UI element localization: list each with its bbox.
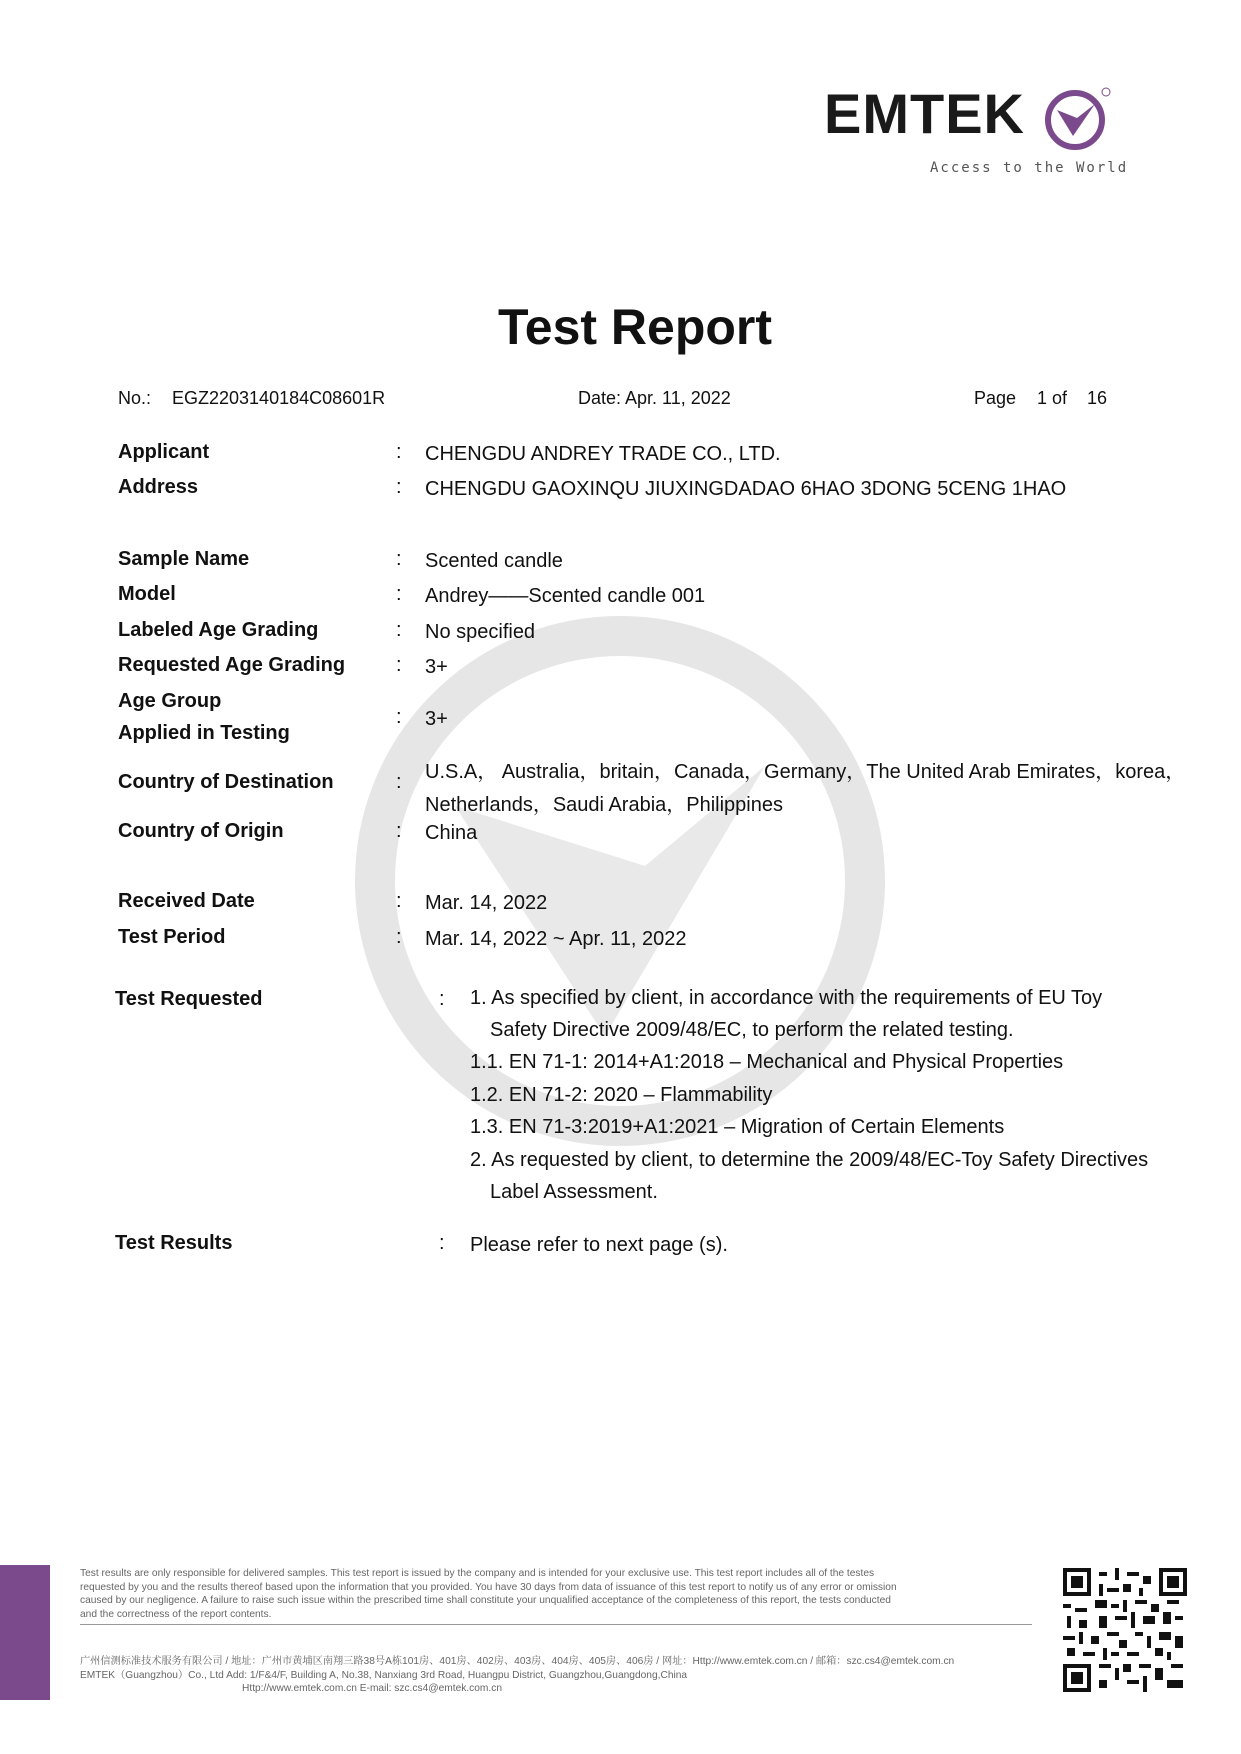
applicant-label: Applicant bbox=[118, 441, 210, 463]
report-number-label: No.: bbox=[118, 388, 152, 408]
colon: : bbox=[396, 619, 402, 641]
destination-value-line-1: U.S.A， Australia，britain，Canada，Germany，The United Arab Emirates，korea， bbox=[425, 761, 1186, 783]
labeled-age-label: Labeled Age Grading bbox=[118, 619, 319, 641]
test-requested-line-3: 1.1. EN 71-1: 2014+A1:2018 – Mechanical and Physical Properties bbox=[470, 1051, 1064, 1073]
sample-name-label: Sample Name bbox=[118, 548, 250, 570]
destination-value-line-2: Netherlands，Saudi Arabia，Philippines bbox=[425, 794, 783, 816]
report-number-value: EGZ2203140184C08601R bbox=[172, 388, 386, 408]
address-line: 广州信测标准技术服务有限公司 / 地址：广州市黄埔区南翔三路38号A栋101房、401房、402房、403房、404房、405房、406房 / 网址：Http://www.emtek.com.cn / 邮箱：szc.cs4@emtek.com.cn bbox=[80, 1656, 955, 1667]
requested-age-value: 3+ bbox=[425, 656, 448, 678]
test-requested-line-1: 1. As specified by client, in accordance with the requirements of EU Toy bbox=[470, 987, 1103, 1009]
destination-label: Country of Destination bbox=[118, 771, 334, 793]
test-requested-line-2: Safety Directive 2009/48/EC, to perform the related testing. bbox=[490, 1019, 1014, 1041]
test-results-value: Please refer to next page (s). bbox=[470, 1234, 728, 1256]
age-group-label: Age Group bbox=[118, 690, 222, 712]
address-line: Http://www.emtek.com.cn E-mail: szc.cs4@emtek.com.cn bbox=[242, 1683, 502, 1694]
address-value: CHENGDU GAOXINQU JIUXINGDADAO 6HAO 3DONG 5CENG 1HAO bbox=[425, 478, 1067, 500]
disclaimer-line: requested by you and the results thereof based upon the information that you provided. You have 30 days from data of issuance of this test report to notify us of any error or omission bbox=[80, 1581, 897, 1593]
age-group-label-line-2: Applied in Testing bbox=[118, 722, 290, 744]
model-value: Andrey——Scented candle 001 bbox=[425, 585, 706, 607]
test-results-label: Test Results bbox=[115, 1232, 233, 1254]
document-title: Test Report bbox=[497, 299, 773, 355]
colon: : bbox=[396, 548, 402, 570]
colon: : bbox=[396, 706, 402, 728]
emtek-logo-icon bbox=[1043, 86, 1113, 150]
page-number: 1 of bbox=[1037, 388, 1068, 408]
received-date-value: Mar. 14, 2022 bbox=[425, 892, 548, 914]
received-date-label: Received Date bbox=[118, 890, 255, 912]
logo-tagline: Access to the World bbox=[930, 160, 1129, 176]
test-period-label: Test Period bbox=[118, 926, 226, 948]
page-label: Page bbox=[974, 388, 1017, 408]
report-date: Date: Apr. 11, 2022 bbox=[578, 388, 731, 408]
test-period-value: Mar. 14, 2022 ~ Apr. 11, 2022 bbox=[425, 928, 687, 950]
colon: : bbox=[396, 890, 402, 912]
address-label: Address bbox=[118, 476, 199, 498]
applicant-value: CHENGDU ANDREY TRADE CO., LTD. bbox=[425, 443, 781, 465]
emtek-logo-text: EMTEK bbox=[824, 82, 1025, 145]
colon: : bbox=[396, 441, 402, 463]
qr-code-icon bbox=[1063, 1568, 1187, 1692]
colon: : bbox=[396, 820, 402, 842]
model-label: Model bbox=[118, 583, 176, 605]
footer-address bbox=[80, 1655, 1040, 1696]
colon: : bbox=[396, 654, 402, 676]
test-requested-line-6: 2. As requested by client, to determine the 2009/48/EC-Toy Safety Directives bbox=[470, 1149, 1149, 1171]
test-requested-line-5: 1.3. EN 71-3:2019+A1:2021 – Migration of Certain Elements bbox=[470, 1116, 1005, 1138]
disclaimer-line: caused by our negligence. A failure to raise such issue within the prescribed time shall constitute your unqualified acceptance of the completeness of this report, the tests conducted bbox=[80, 1595, 891, 1606]
colon: : bbox=[396, 476, 402, 498]
footer-divider bbox=[80, 1624, 1032, 1625]
test-requested-line-4: 1.2. EN 71-2: 2020 – Flammability bbox=[470, 1084, 773, 1106]
labeled-age-value: No specified bbox=[425, 621, 536, 643]
test-requested-label: Test Requested bbox=[115, 988, 263, 1010]
requested-age-label: Requested Age Grading bbox=[118, 654, 346, 676]
age-group-value: 3+ bbox=[425, 708, 448, 730]
colon: : bbox=[396, 926, 402, 948]
disclaimer-line: and the correctness of the report contents. bbox=[80, 1608, 272, 1620]
colon: : bbox=[439, 988, 445, 1010]
footer-accent-bar bbox=[0, 1565, 50, 1700]
address-line: EMTEK（Guangzhou）Co., Ltd Add: 1/F&4/F, Building A, No.38, Nanxiang 3rd Road, Huangpu District, Guangzhou,Guangdong,China bbox=[80, 1669, 688, 1681]
disclaimer-line: Test results are only responsible for delivered samples. This test report is issued by the company and is intended for your exclusive use. This test report includes all of the testes bbox=[80, 1568, 875, 1579]
page-total: 16 bbox=[1087, 388, 1108, 408]
colon: : bbox=[396, 583, 402, 605]
origin-label: Country of Origin bbox=[118, 820, 284, 842]
test-requested-line-7: Label Assessment. bbox=[490, 1181, 658, 1203]
origin-value: China bbox=[425, 822, 478, 844]
sample-name-value: Scented candle bbox=[425, 550, 563, 572]
footer-disclaimer bbox=[80, 1567, 1040, 1621]
colon: : bbox=[396, 771, 402, 793]
colon: : bbox=[439, 1232, 445, 1254]
